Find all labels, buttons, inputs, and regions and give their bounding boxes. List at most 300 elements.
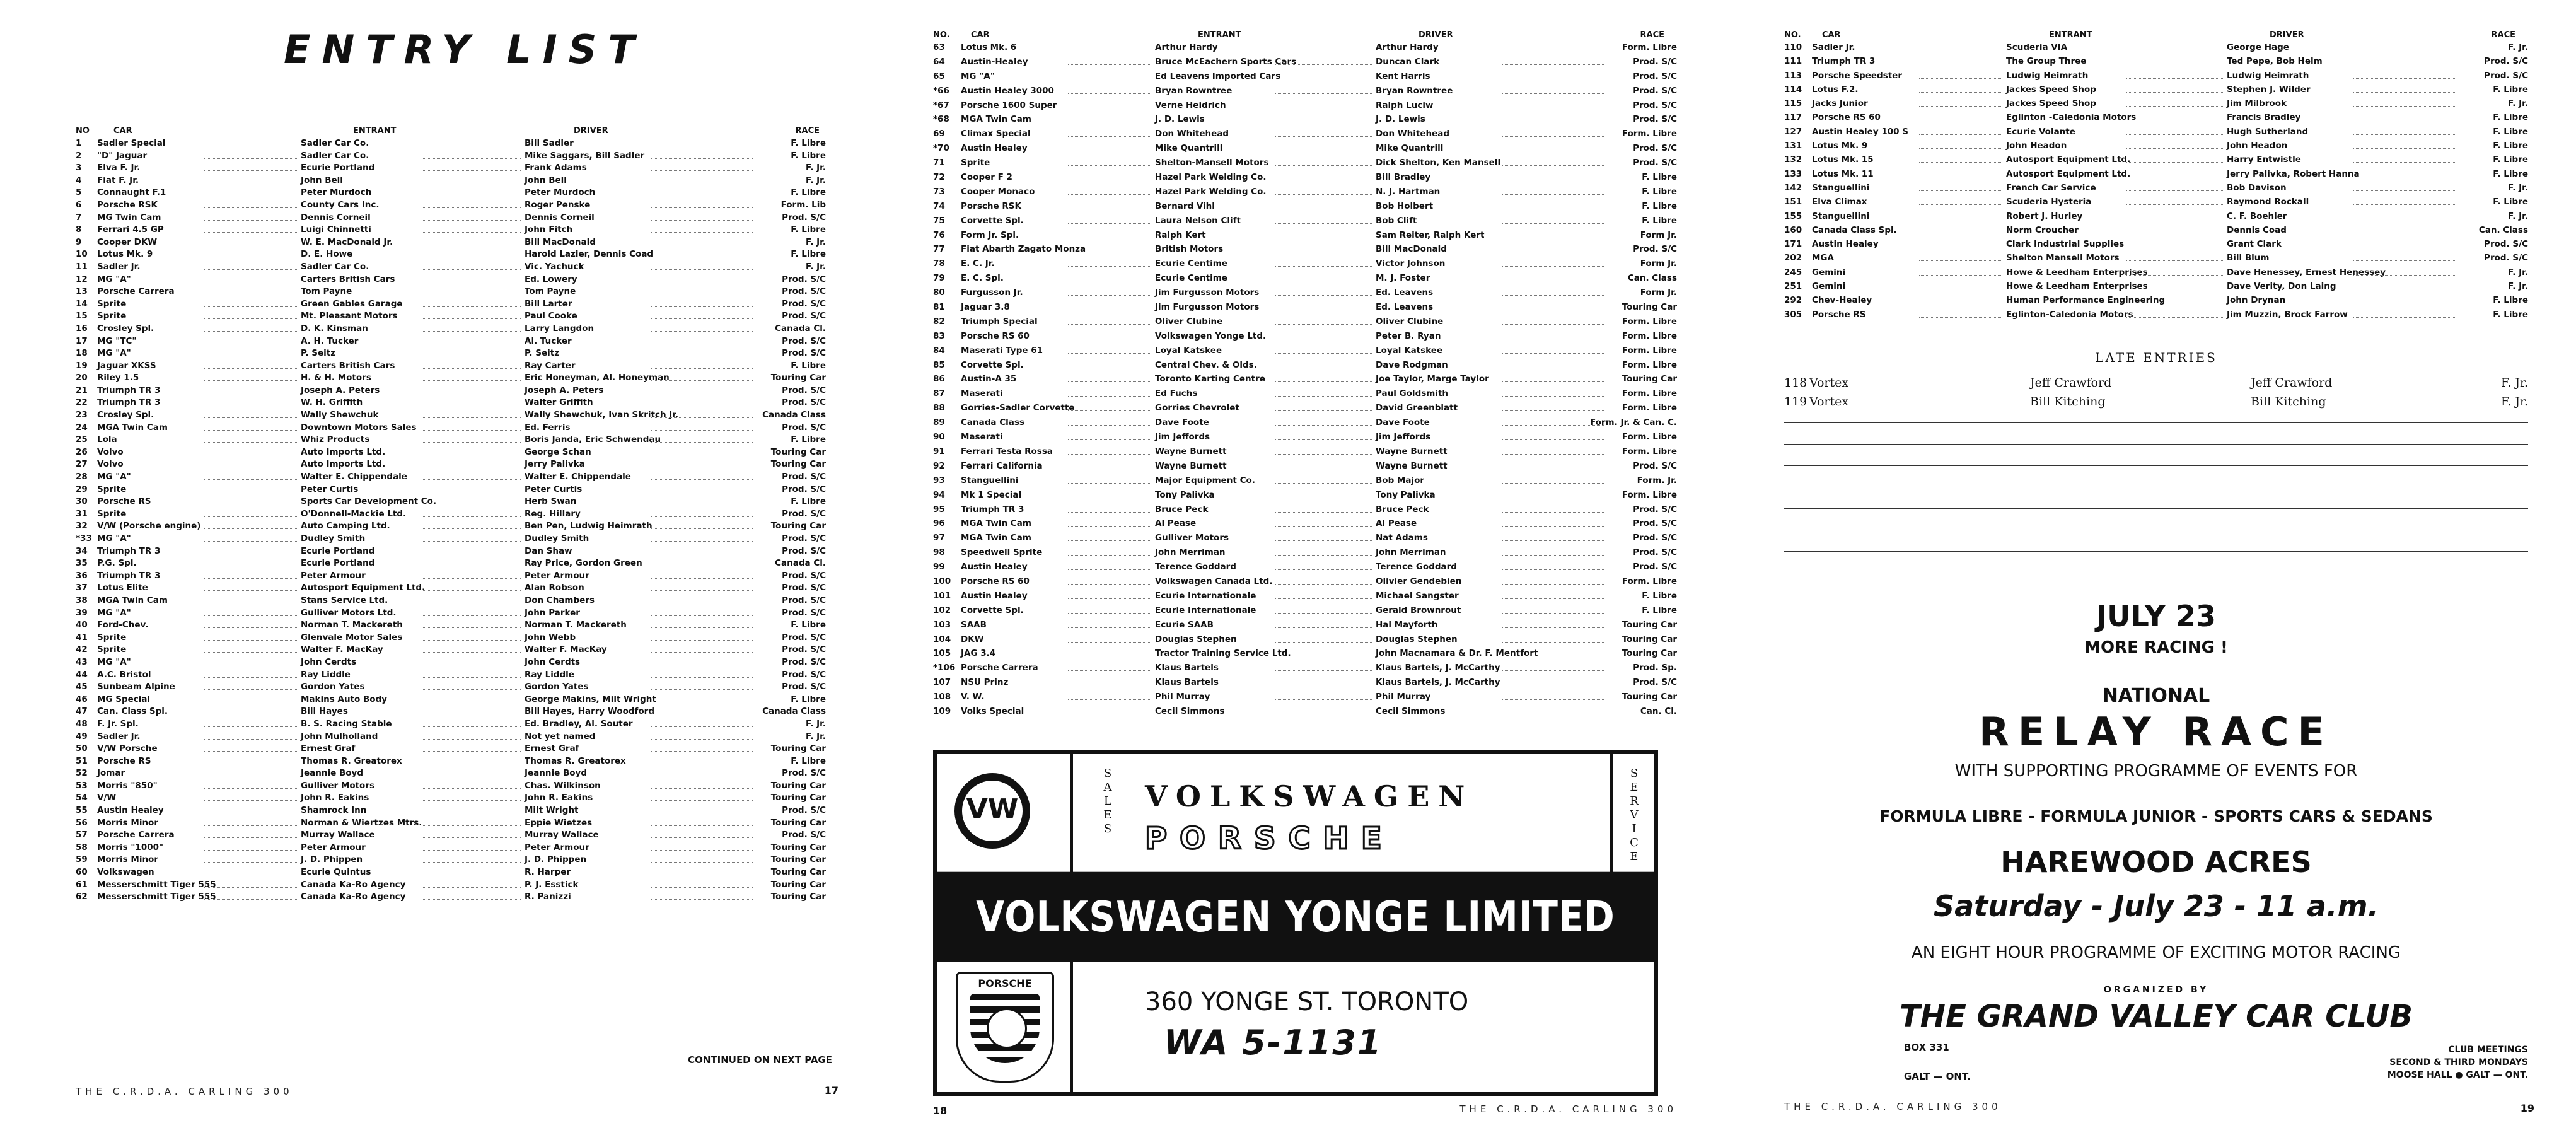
cell-race: Prod. S/C (782, 570, 826, 581)
cell-no: 39 (76, 607, 88, 618)
cell-entrant: Hazel Park Welding Co. (1155, 186, 1267, 197)
table-row (76, 422, 826, 434)
cell-no: 69 (933, 129, 945, 139)
vw-logo-text: VW (966, 793, 1019, 825)
promo-classes: FORMULA LIBRE - FORMULA JUNIOR - SPORTS CARS & SEDANS (1879, 807, 2433, 825)
cell-no: 95 (933, 504, 945, 515)
cell-race: Form. Libre (1622, 446, 1677, 457)
cell-no: 21 (76, 385, 88, 395)
cell-entrant: County Cars Inc. (301, 199, 380, 210)
page-18 (933, 0, 1677, 1135)
cell-driver: John Fitch (525, 224, 573, 235)
cell-race: F. Libre (1642, 201, 1677, 211)
cell-car: MGA Twin Cam (961, 533, 1031, 544)
cell-no: 12 (76, 274, 88, 284)
table-row (933, 215, 1677, 230)
cell-driver: Michael Sangster (1376, 590, 1459, 601)
cell-entrant: Ed Fuchs (1155, 388, 1198, 399)
table-row (933, 345, 1677, 359)
cell-race: Prod. S/C (1633, 518, 1677, 529)
cell-no: 44 (76, 669, 88, 680)
cell-car: Porsche Carrera (97, 286, 175, 297)
cell-race: Prod. S/C (1633, 71, 1677, 81)
cell-no: 81 (933, 302, 945, 313)
cell-driver: Ed. Bradley, Al. Souter (525, 718, 633, 729)
cell-car: Volvo (97, 459, 124, 470)
cell-entrant: Mt. Pleasant Motors (301, 311, 398, 322)
cell-car: Austin Healey (97, 805, 164, 816)
cell-entrant: Scuderia Hysteria (2006, 197, 2092, 207)
cell-car: Stanguellini (1812, 211, 1870, 221)
cell-driver: Olivier Gendebien (1376, 576, 1462, 586)
cell-race: Prod. S/C (782, 212, 826, 223)
meetings-line-1: CLUB MEETINGS (2448, 1045, 2528, 1055)
service-label: S E R V I C E (1630, 767, 1639, 863)
cell-no: 49 (76, 731, 88, 742)
cell-race: F. Libre (2493, 141, 2528, 151)
cell-no: 4 (76, 175, 82, 185)
cell-driver: Gerald Brownrout (1376, 605, 1461, 615)
table-row (933, 85, 1677, 100)
cell-car: Lotus Mk. 6 (961, 42, 1017, 52)
table-header (933, 30, 1677, 42)
table-row (76, 261, 826, 274)
cell-driver: Don Chambers (525, 595, 595, 605)
cell-entrant: Bernard Vihl (1155, 201, 1215, 211)
cell-entrant: Don Whitehead (1155, 129, 1229, 139)
cell-car: Elva Climax (1812, 197, 1867, 207)
cell-entrant: The Group Three (2006, 56, 2087, 67)
cell-car: Porsche Speedster (1812, 70, 1902, 81)
table-row (1784, 281, 2528, 294)
cell-race: Prod. S/C (782, 385, 826, 395)
table-row (76, 817, 826, 830)
cell-no: 85 (933, 359, 945, 370)
table-row (76, 595, 826, 607)
late-cell-no: 119 (1784, 395, 1807, 409)
cell-driver: Joe Taylor, Marge Taylor (1376, 374, 1489, 385)
cell-car: Morris Minor (97, 854, 158, 865)
cell-entrant: Auto Camping Ltd. (301, 521, 390, 532)
cell-race: Prod. S/C (1633, 677, 1677, 688)
cell-driver: Alan Robson (525, 583, 584, 593)
cell-driver: P. Seitz (525, 348, 560, 359)
cell-no: 64 (933, 56, 945, 67)
header-driver: DRIVER (1419, 30, 1453, 40)
cell-car: Austin Healey (961, 562, 1028, 573)
cell-entrant: Tom Payne (301, 286, 352, 297)
table-row (76, 310, 826, 323)
cell-car: Lotus Mk. 11 (1812, 168, 1874, 179)
cell-no: 25 (76, 434, 88, 445)
cell-car: Austin Healey (961, 143, 1028, 154)
cell-race: Prod. S/C (782, 768, 826, 779)
header-entrant: ENTRANT (353, 126, 397, 136)
cell-driver: Bill Larter (525, 298, 572, 309)
cell-race: Prod. S/C (2484, 253, 2528, 264)
cell-no: 93 (933, 475, 945, 486)
table-row (76, 397, 826, 409)
cell-driver: Ed. Lowery (525, 274, 577, 284)
cell-race: Canada Cl. (775, 323, 826, 334)
cell-driver: Larry Langdon (525, 323, 595, 334)
late-cell-driver: Bill Kitching (2251, 395, 2326, 409)
cell-no: 27 (76, 459, 88, 470)
cell-race: Touring Car (770, 373, 826, 383)
page-17 (76, 0, 838, 1135)
cell-driver: Bill Hayes, Harry Woodford (525, 706, 655, 717)
cell-car: Riley 1.5 (97, 373, 139, 383)
table-row (1784, 309, 2528, 323)
cell-car: MG Twin Cam (97, 212, 161, 223)
cell-race: Prod. Sp. (1633, 663, 1677, 673)
table-row (76, 619, 826, 632)
table-row (76, 458, 826, 471)
cell-car: MG "A" (97, 472, 131, 482)
cell-no: 55 (76, 805, 88, 816)
cell-car: Ford-Chev. (97, 620, 149, 631)
table-row (76, 879, 826, 892)
cell-race: Form Jr. (1640, 259, 1677, 269)
cell-car: Sprite (97, 311, 127, 322)
cell-no: 58 (76, 842, 88, 853)
cell-entrant: Gulliver Motors Ltd. (301, 607, 397, 618)
cell-driver: John Webb (525, 632, 576, 643)
cell-car: E. C. Spl. (961, 273, 1004, 284)
cell-car: E. C. Jr. (961, 259, 995, 269)
cell-race: Prod. S/C (782, 335, 826, 346)
cell-race: Prod. S/C (782, 472, 826, 482)
cell-race: F. Libre (2493, 84, 2528, 95)
table-row (933, 100, 1677, 114)
cell-race: Form. Libre (1622, 42, 1677, 52)
cell-no: 132 (1784, 154, 1802, 165)
cell-entrant: Jim Jeffords (1155, 432, 1210, 443)
cell-race: F. Libre (2493, 154, 2528, 165)
table-row (76, 755, 826, 768)
header-no: NO. (1784, 30, 1801, 40)
cell-driver: Bill MacDonald (1376, 244, 1447, 255)
table-row (76, 842, 826, 854)
table-row (76, 780, 826, 793)
table-row (933, 128, 1677, 143)
cell-car: Mk 1 Special (961, 489, 1022, 500)
dealer-phone: WA 5-1131 (1164, 1023, 1383, 1062)
cell-no: 103 (933, 619, 951, 630)
cell-race: Prod. S/C (2484, 239, 2528, 250)
cell-car: Ferrari Testa Rossa (961, 446, 1053, 457)
cell-race: Prod. S/C (782, 348, 826, 359)
cell-no: 71 (933, 158, 945, 168)
cell-driver: Jeannie Boyd (525, 768, 588, 779)
promo-programme: AN EIGHT HOUR PROGRAMME OF EXCITING MOTOR RACING (1911, 943, 2401, 962)
cell-no: 84 (933, 345, 945, 356)
cell-entrant: Bill Hayes (301, 706, 348, 717)
table-row (76, 360, 826, 373)
cell-driver: N. J. Hartman (1376, 186, 1441, 197)
cell-entrant: Arthur Hardy (1155, 42, 1218, 52)
cell-driver: Jim Milbrook (2227, 98, 2287, 109)
cell-no: 34 (76, 545, 88, 556)
meetings-line-3: MOOSE HALL ● GALT — ONT. (2387, 1070, 2528, 1080)
cell-race: Prod. S/C (1633, 158, 1677, 168)
table-row (1784, 140, 2528, 154)
volkswagen-wordmark: VOLKSWAGEN (1145, 779, 1474, 813)
cell-race: F. Libre (791, 755, 826, 766)
table-row (76, 347, 826, 360)
cell-car: Triumph TR 3 (961, 504, 1024, 515)
cell-car: Triumph TR 3 (97, 570, 161, 581)
cell-no: 63 (933, 42, 945, 52)
table-row (76, 632, 826, 644)
cell-entrant: Canada Ka-Ro Agency (301, 892, 406, 902)
cell-no: 7 (76, 212, 82, 223)
sales-label: S A L E S (1103, 767, 1113, 835)
cell-race: Touring Car (770, 854, 826, 865)
cell-no: 78 (933, 259, 945, 269)
cell-no: 83 (933, 330, 945, 341)
cell-driver: Ray Carter (525, 360, 576, 371)
late-cell-entrant: Bill Kitching (2030, 395, 2106, 409)
cell-race: Prod. S/C (782, 607, 826, 618)
cell-entrant: Ecurie Internationale (1155, 605, 1256, 615)
entry-table (76, 126, 826, 904)
table-row (933, 316, 1677, 330)
cell-car: MG "A" (97, 656, 131, 667)
table-row (933, 272, 1677, 287)
cell-no: 92 (933, 460, 945, 471)
cell-driver: Dan Shaw (525, 545, 572, 556)
cell-no: 160 (1784, 224, 1802, 235)
cell-driver: Bob Major (1376, 475, 1425, 486)
cell-entrant: Volkswagen Canada Ltd. (1155, 576, 1273, 586)
cell-car: Fiat F. Jr. (97, 175, 139, 185)
cell-entrant: Autosport Equipment Ltd. (2006, 154, 2131, 165)
cell-no: 131 (1784, 141, 1802, 151)
cell-race: Prod. S/C (782, 644, 826, 655)
table-row (76, 520, 826, 533)
cell-race: Form Jr. (1640, 230, 1677, 240)
cell-no: 14 (76, 298, 88, 309)
cell-no: 86 (933, 374, 945, 385)
cell-race: Prod. S/C (782, 508, 826, 519)
table-row (933, 330, 1677, 345)
table-row (933, 71, 1677, 85)
cell-race: Touring Car (770, 867, 826, 878)
cell-no: 20 (76, 373, 88, 383)
cell-driver: John Macnamara & Dr. F. Mentfort (1376, 648, 1538, 659)
cell-entrant: Klaus Bartels (1155, 677, 1219, 688)
cell-entrant: Peter Curtis (301, 484, 359, 494)
cell-race: Prod. S/C (782, 533, 826, 544)
table-row (76, 199, 826, 212)
cell-entrant: Bruce Peck (1155, 504, 1209, 515)
cell-driver: David Greenblatt (1376, 403, 1458, 414)
cell-no: 94 (933, 489, 945, 500)
promo-venue: HAREWOOD ACRES (2000, 845, 2312, 879)
cell-entrant: Ed Leavens Imported Cars (1155, 71, 1281, 81)
cell-race: Prod. S/C (1633, 460, 1677, 471)
cell-entrant: Jim Furgusson Motors (1155, 288, 1260, 298)
table-row (1784, 211, 2528, 224)
cell-driver: Dennis Coad (2227, 224, 2287, 235)
cell-race: Form Jr. (1640, 288, 1677, 298)
table-row (933, 373, 1677, 388)
cell-driver: Al. Tucker (525, 335, 572, 346)
cell-car: Morris "850" (97, 780, 158, 791)
cell-entrant: Klaus Bartels (1155, 663, 1219, 673)
cell-driver: Wayne Burnett (1376, 460, 1448, 471)
cell-race: F. Libre (791, 694, 826, 704)
cell-no: 1 (76, 138, 82, 148)
cell-race: F. Libre (1642, 605, 1677, 615)
cell-race: F. Jr. (2508, 267, 2528, 277)
cell-no: 42 (76, 644, 88, 655)
cell-race: Form. Libre (1622, 576, 1677, 586)
cell-car: Lotus F.2. (1812, 84, 1859, 95)
cell-driver: Joseph A. Peters (525, 385, 604, 395)
cell-entrant: Jackes Speed Shop (2006, 84, 2096, 95)
header-driver: DRIVER (574, 126, 608, 136)
cell-race: Touring Car (770, 446, 826, 457)
cell-no: 101 (933, 590, 951, 601)
cell-car: Sadler Special (97, 138, 166, 148)
cell-car: Austin Healey 100 S (1812, 126, 1908, 137)
cell-car: Lotus Mk. 15 (1812, 154, 1874, 165)
cell-car: Austin Healey (961, 590, 1028, 601)
cell-entrant: Ecurie Volante (2006, 126, 2075, 137)
table-row (933, 186, 1677, 201)
cell-driver: George Hage (2227, 42, 2289, 52)
cell-entrant: Walter E. Chippendale (301, 472, 407, 482)
cell-entrant: Whiz Products (301, 434, 370, 445)
table-row (76, 385, 826, 397)
cell-car: Canada Class (961, 417, 1024, 428)
table-row (933, 561, 1677, 576)
cell-entrant: Cecil Simmons (1155, 706, 1225, 716)
cell-driver: Raymond Rockall (2227, 197, 2309, 207)
cell-entrant: Gorries Chevrolet (1155, 403, 1239, 414)
cell-race: F. Libre (791, 224, 826, 235)
cell-driver: Ludwig Heimrath (2227, 70, 2309, 81)
cell-no: 76 (933, 230, 945, 240)
cell-no: 15 (76, 311, 88, 322)
cell-car: Jacks Junior (1812, 98, 1868, 109)
cell-entrant: Jackes Speed Shop (2006, 98, 2096, 109)
cell-no: 26 (76, 446, 88, 457)
cell-driver: Peter Armour (525, 842, 589, 853)
table-row (76, 236, 826, 249)
cell-driver: Al Pease (1376, 518, 1417, 529)
cell-no: 65 (933, 71, 945, 81)
cell-entrant: Howe & Leedham Enterprises (2006, 281, 2148, 292)
crest-text: PORSCHE (978, 977, 1032, 989)
cell-driver: John Bell (525, 175, 567, 185)
late-entries-title: LATE ENTRIES (2095, 350, 2217, 365)
cell-entrant: Tony Palivka (1155, 489, 1215, 500)
cell-car: Sprite (97, 508, 127, 519)
cell-car: Porsche RS 60 (961, 576, 1030, 586)
cell-driver: C. F. Boehler (2227, 211, 2287, 221)
cell-driver: Loyal Katskee (1376, 345, 1443, 356)
cell-driver: Bill Sadler (525, 138, 574, 148)
cell-driver: J. D. Phippen (525, 854, 587, 865)
dealer-name: VOLKSWAGEN YONGE LIMITED (937, 872, 1654, 962)
cell-car: NSU Prinz (961, 677, 1009, 688)
cell-car: Jaguar 3.8 (961, 302, 1010, 313)
cell-no: 111 (1784, 56, 1802, 67)
table-row (76, 805, 826, 817)
cell-entrant: Toronto Karting Centre (1155, 374, 1265, 385)
cell-entrant: W. E. MacDonald Jr. (301, 236, 393, 247)
cell-race: F. Jr. (806, 175, 826, 185)
header-car: CAR (971, 30, 990, 40)
header-race: RACE (795, 126, 820, 136)
cell-driver: M. J. Foster (1376, 273, 1430, 284)
cell-entrant: Thomas R. Greatorex (301, 755, 402, 766)
cell-no: 90 (933, 432, 945, 443)
cell-no: 46 (76, 694, 88, 704)
cell-driver: P. J. Esstick (525, 879, 579, 890)
header-no: NO. (933, 30, 950, 40)
cell-no: 9 (76, 236, 82, 247)
cell-race: F. Jr. (806, 731, 826, 742)
cell-no: 99 (933, 562, 945, 573)
cell-no: 89 (933, 417, 945, 428)
cell-race: Touring Car (770, 842, 826, 853)
header-entrant: ENTRANT (1198, 30, 1241, 40)
cell-entrant: Ecurie Portland (301, 163, 375, 173)
cell-entrant: A. H. Tucker (301, 335, 359, 346)
cell-entrant: Peter Armour (301, 842, 366, 853)
cell-entrant: John Mulholland (301, 731, 378, 742)
porsche-crest-icon (956, 972, 1054, 1083)
cell-driver: Jim Jeffords (1376, 432, 1431, 443)
cell-entrant: Ernest Graf (301, 743, 356, 754)
cell-race: Can. Class (1627, 273, 1677, 284)
cell-no: *67 (933, 100, 949, 110)
cell-driver: Cecil Simmons (1376, 706, 1446, 716)
cell-car: Stanguellini (1812, 182, 1870, 193)
table-row (76, 694, 826, 706)
cell-entrant: Howe & Leedham Enterprises (2006, 267, 2148, 277)
cell-car: Porsche RSK (97, 199, 158, 210)
cell-race: Touring Car (770, 879, 826, 890)
continued-note: CONTINUED ON NEXT PAGE (688, 1054, 832, 1066)
cell-car: Lola (97, 434, 117, 445)
table-row (933, 359, 1677, 374)
cell-no: 98 (933, 547, 945, 558)
cell-no: 54 (76, 793, 88, 803)
table-row (76, 150, 826, 163)
cell-car: Jomar (97, 768, 125, 779)
table-row (1784, 294, 2528, 308)
cell-entrant: D. K. Kinsman (301, 323, 368, 334)
cell-race: Touring Car (1622, 648, 1677, 659)
cell-driver: Eric Honeyman, Al. Honeyman (525, 373, 670, 383)
table-row (1784, 70, 2528, 84)
cell-entrant: Ecurie Portland (301, 558, 375, 569)
cell-car: Corvette Spl. (961, 605, 1024, 615)
cell-entrant: Oliver Clubine (1155, 316, 1223, 327)
cell-race: Touring Car (770, 521, 826, 532)
cell-race: Form. Libre (1622, 316, 1677, 327)
table-row (76, 274, 826, 286)
cell-car: Sadler Jr. (97, 731, 141, 742)
cell-driver: Harry Entwistle (2227, 154, 2301, 165)
cell-race: Prod. S/C (782, 311, 826, 322)
table-row (76, 792, 826, 805)
